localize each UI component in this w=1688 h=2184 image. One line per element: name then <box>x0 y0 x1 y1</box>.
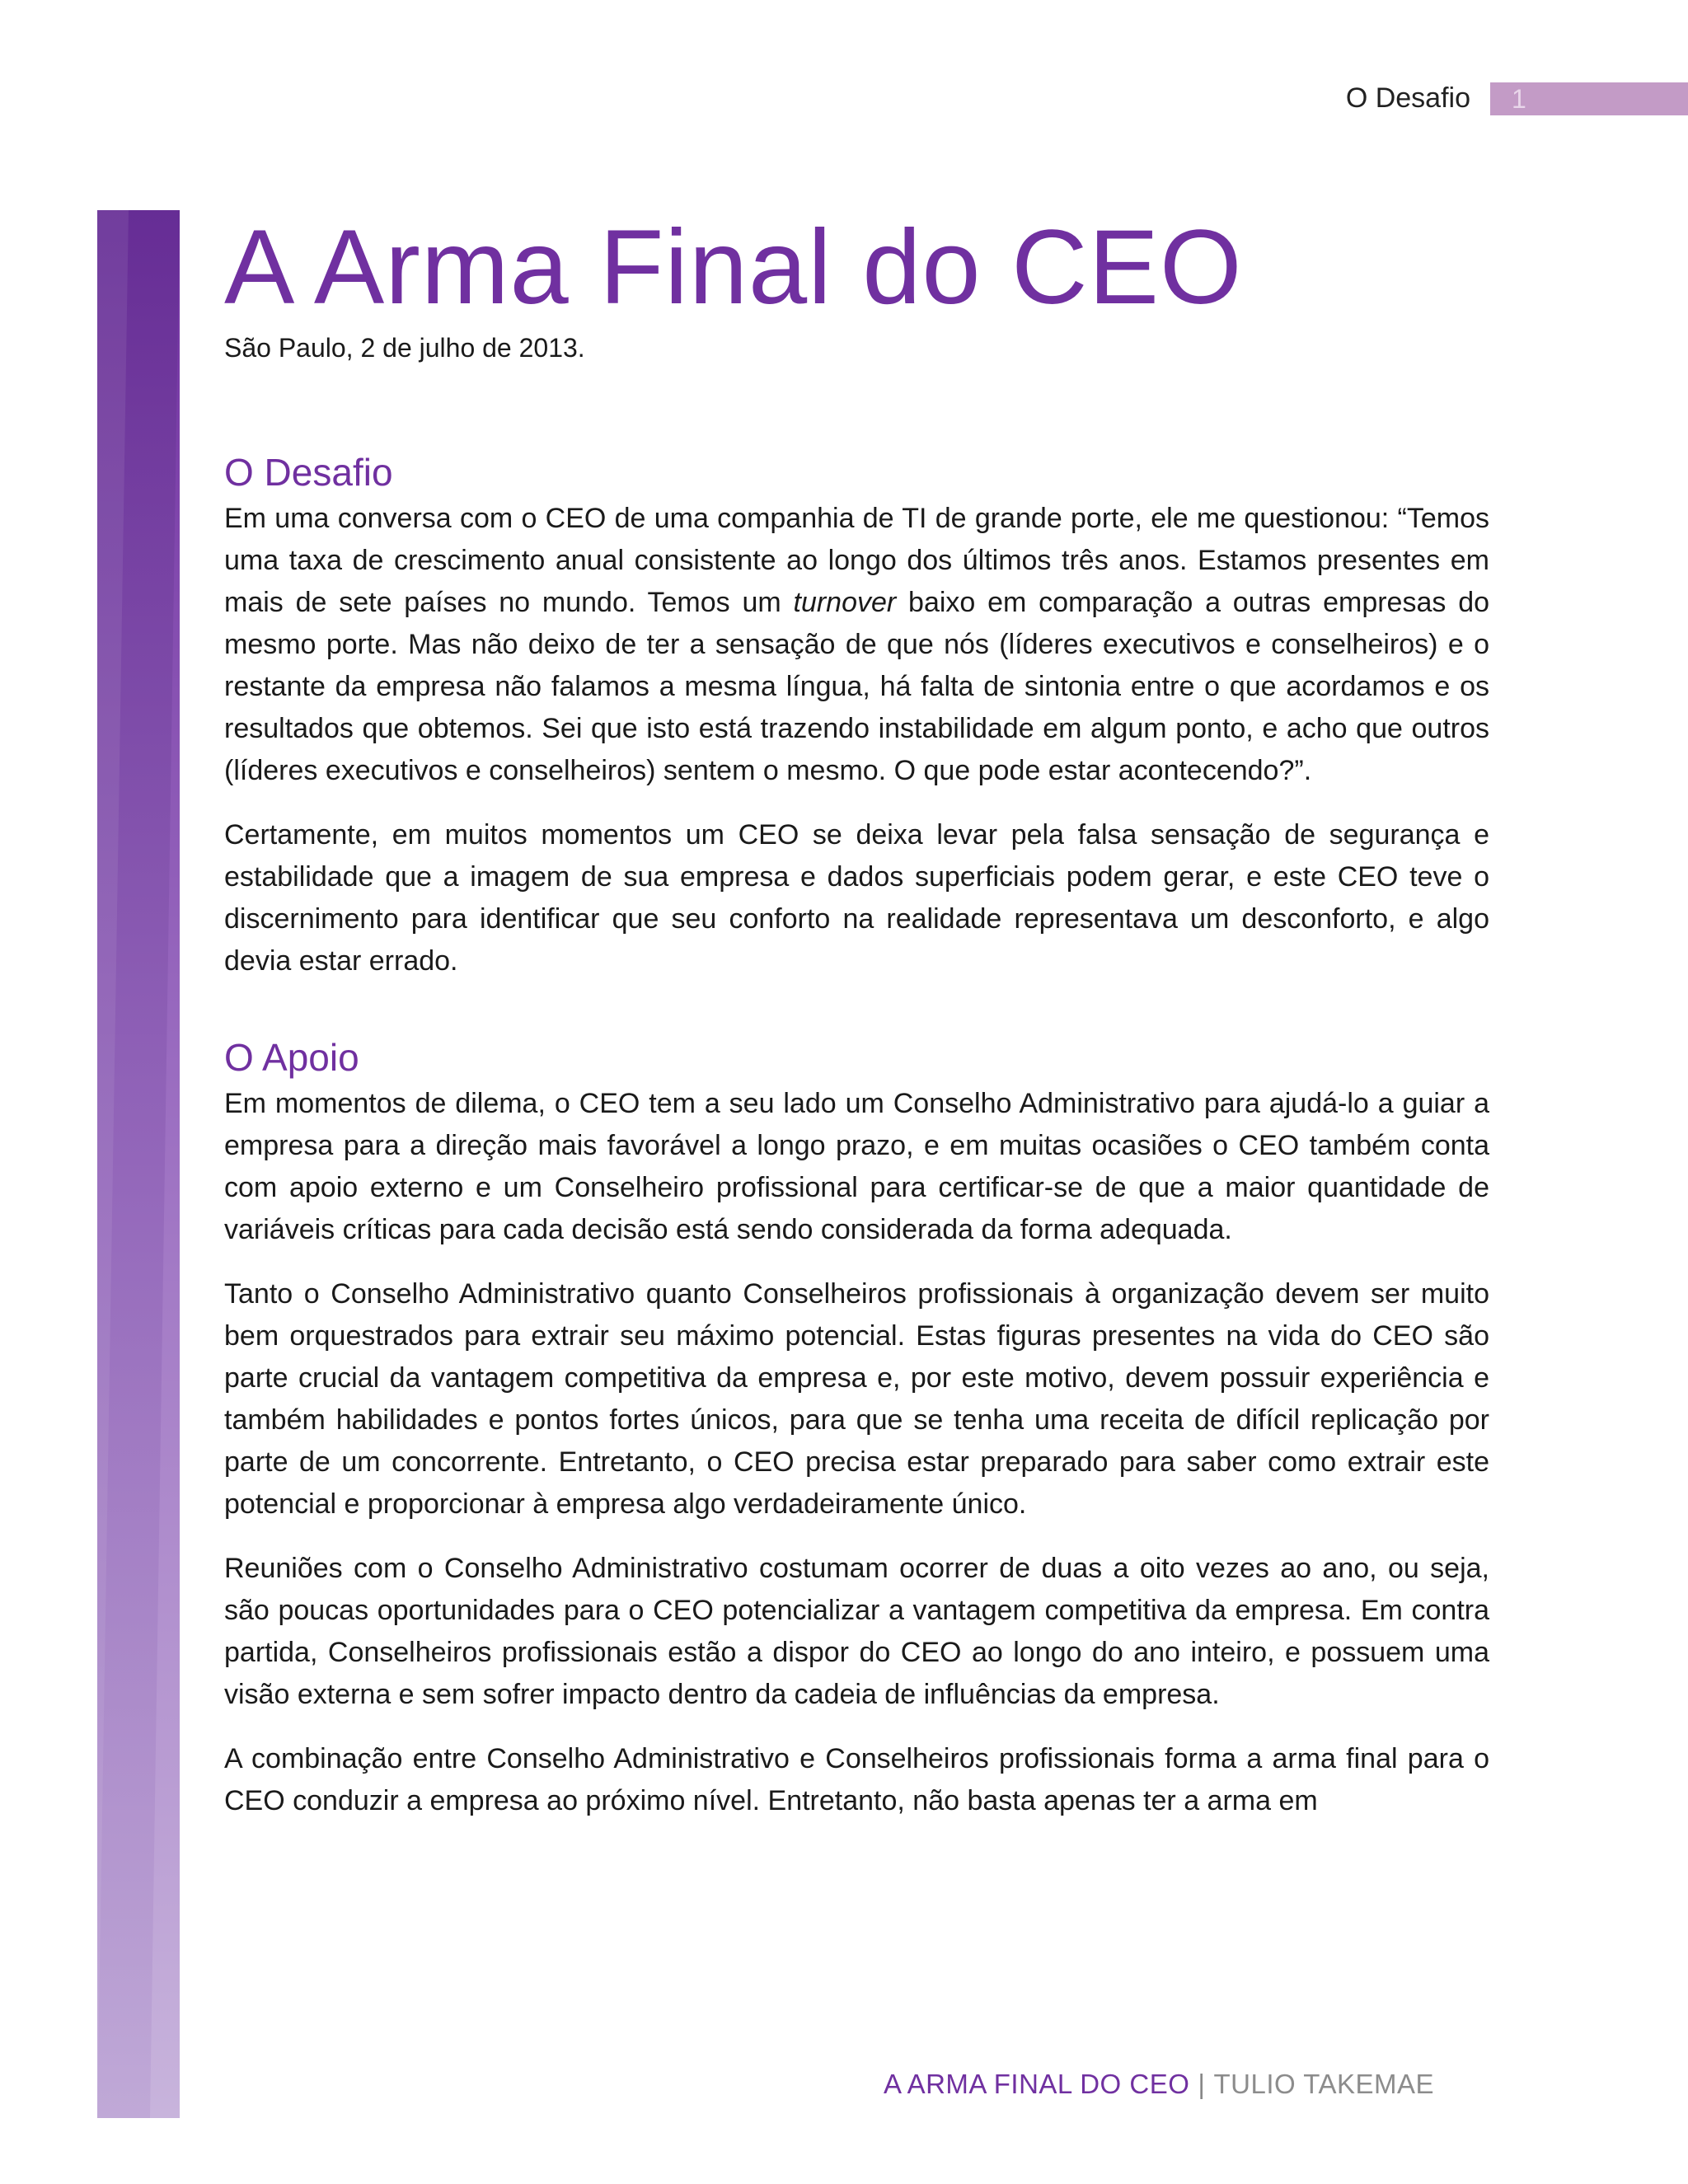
footer-author: TULIO TAKEMAE <box>1213 2069 1434 2099</box>
document-title: A Arma Final do CEO <box>224 209 1243 326</box>
page-number: 1 <box>1512 84 1526 114</box>
paragraph-apoio-1: Em momentos de dilema, o CEO tem a seu lado um Conselho Administrativo para ajudá-lo a guiar a empresa para a direção mais favorável a longo prazo, e em muitas ocasiões o CEO também conta com apoio externo e um Conselheiro profissional para certificar-se de que a maior quantidade de variáveis críticas para cada decisão está sendo considerada da forma adequada. <box>224 1088 1489 1245</box>
paragraph-desafio-1 <box>224 498 1489 792</box>
footer-separator: | <box>1198 2069 1206 2099</box>
section-heading-apoio: O Apoio <box>224 1036 359 1079</box>
page-number-bar <box>1490 82 1688 115</box>
footer-title: A ARMA FINAL DO CEO <box>884 2069 1190 2099</box>
paragraph-desafio-2: Certamente, em muitos momentos um CEO se deixa levar pela falsa sensação de segurança e estabilidade que a imagem de sua empresa e dados superficiais podem gerar, e este CEO teve o discernimento para identificar que seu conforto na realidade representava um desconforto, e algo devia estar errado. <box>224 819 1489 977</box>
paragraph-apoio-3: Reuniões com o Conselho Administrativo costumam ocorrer de duas a oito vezes ao ano, ou seja, são poucas oportunidades para o CEO potencializar a vantagem competitiva da empresa. Em contra partida, Conselheiros profissionais estão a dispor do CEO ao longo do ano inteiro, e possuem uma visão externa e sem sofrer impacto dentro da cadeia de influências da empresa. <box>224 1553 1489 1710</box>
paragraph-desafio-1-part-b: baixo em comparação a outras empresas do mesmo porte. Mas não deixo de ter a sensação de que nós (líderes executivos e conselheiros) e o restante da empresa não falamos a mesma língua, há falta de sintonia entre o que acordamos e os resultados que obtemos. Sei que isto está trazendo instabilidade em algum ponto, e acho que outros (líderes executivos e conselheiros) sentem o mesmo. O que pode estar acontecendo?”. <box>224 587 1490 786</box>
paragraph-desafio-1-italic: turnover <box>793 587 897 618</box>
running-header-section: O Desafio <box>1345 82 1470 114</box>
document-body <box>224 206 1489 1844</box>
decorative-side-band <box>97 210 180 2118</box>
paragraph-apoio-2: Tanto o Conselho Administrativo quanto Conselheiros profissionais à organização devem ser muito bem orquestrados para extrair seu máximo potencial. Estas figuras presentes na vida do CEO são parte crucial da vantagem competitiva da empresa e, por este motivo, devem possuir experiência e também habilidades e pontos fortes únicos, para que se tenha uma receita de difícil replicação por parte de um concorrente. Entretanto, o CEO precisa estar preparado para saber como extrair este potencial e proporcionar à empresa algo verdadeiramente único. <box>224 1278 1489 1520</box>
section-heading-desafio: O Desafio <box>224 451 393 494</box>
paragraph-apoio-4: A combinação entre Conselho Administrativo e Conselheiros profissionais forma a arma final para o CEO conduzir a empresa ao próximo nível. Entretanto, não basta apenas ter a arma em <box>224 1743 1489 1816</box>
document-date: São Paulo, 2 de julho de 2013. <box>224 333 585 363</box>
paragraph-desafio-1-part-a: Em uma conversa com o CEO de uma companhia de TI de grande porte, ele me questionou: “Temos uma taxa de crescimento anual consistente ao longo dos últimos três anos. Estamos presentes em mais de sete países no mundo. Temos um <box>224 503 1489 618</box>
page-footer <box>884 2069 1434 2100</box>
